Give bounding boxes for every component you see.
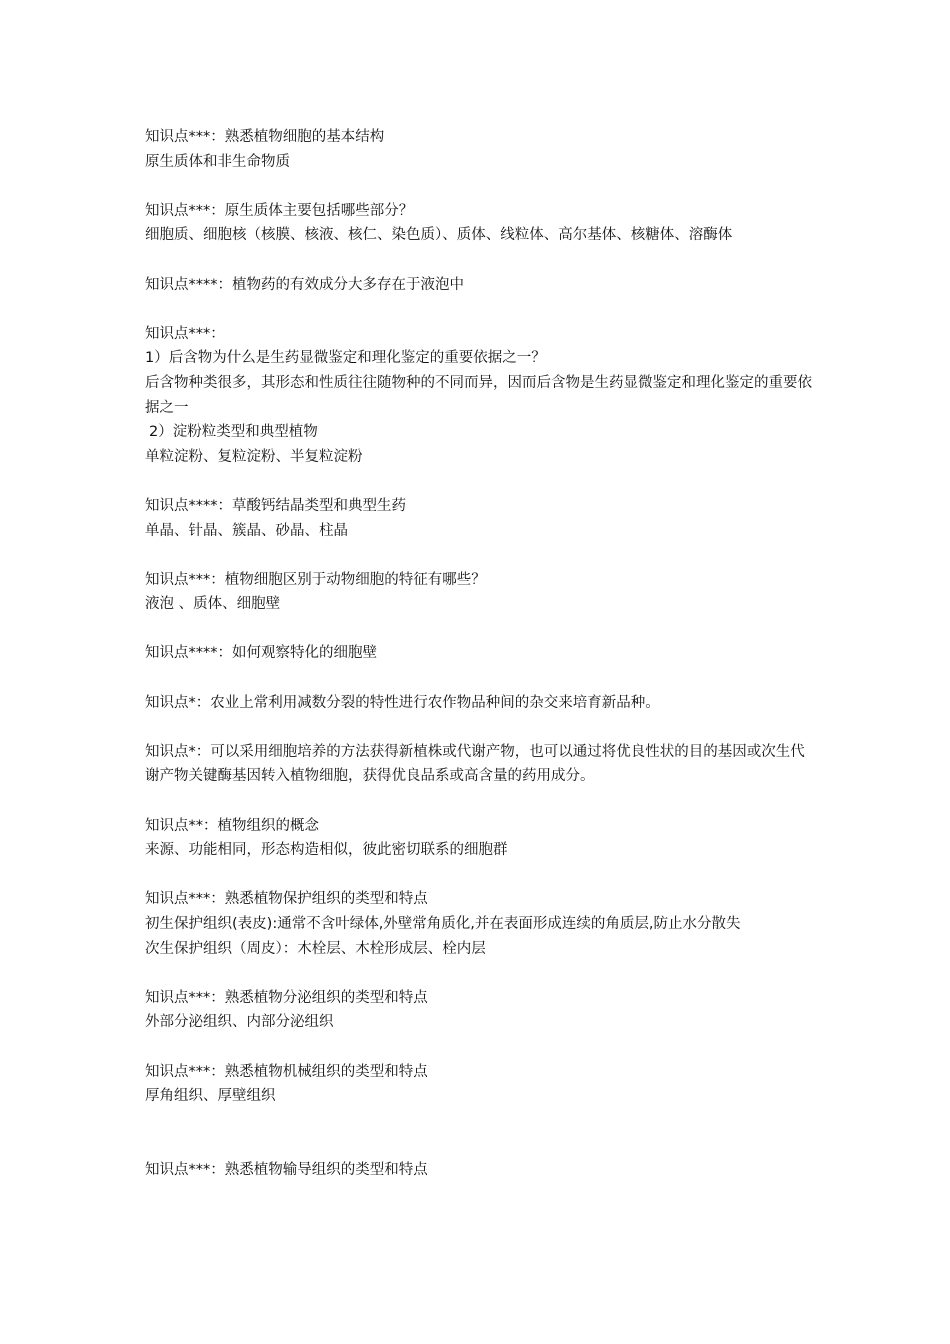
spacer <box>145 543 815 568</box>
answer-secretory-tissue: 外部分泌组织、内部分泌组织 <box>145 1014 334 1031</box>
heading-cell-culture: 知识点*：可以采用细胞培养的方法获得新植株或代谢产物，也可以通过将优良性状的目的基因或次生代谢产物关键酶基因转入植物细胞，获得优良品系或高含量的药用成分。 <box>145 743 805 785</box>
heading-ergastic: 知识点***： <box>145 325 225 342</box>
heading-cell-structure: 知识点***：熟悉植物细胞的基本结构 <box>145 129 385 145</box>
answer-cell-structure: 原生质体和非生命物质 <box>145 153 290 170</box>
question-starch: 2）淀粉粒类型和典型植物 <box>149 424 318 441</box>
answer-crystal: 单晶、针晶、簇晶、砂晶、柱晶 <box>145 522 348 539</box>
spacer <box>145 297 815 322</box>
spacer <box>145 1035 815 1060</box>
heading-cell-wall: 知识点****：如何观察特化的细胞壁 <box>145 645 377 662</box>
heading-plant-vs-animal: 知识点***：植物细胞区别于动物细胞的特征有哪些？ <box>145 571 486 588</box>
answer-tissue-concept: 来源、功能相同，形态构造相似，彼此密切联系的细胞群 <box>145 842 508 859</box>
heading-protoplast: 知识点***：原生质体主要包括哪些部分？ <box>145 202 414 219</box>
answer-plant-vs-animal: 液泡 、质体、细胞壁 <box>145 596 281 613</box>
spacer <box>145 961 815 986</box>
spacer <box>145 248 815 273</box>
heading-meiosis: 知识点*：农业上常利用减数分裂的特性进行农作物品种间的杂交来培育新品种。 <box>145 694 660 711</box>
answer-secondary-protective: 次生保护组织（周皮）：木栓层、木栓形成层、栓内层 <box>145 940 486 957</box>
spacer <box>145 469 815 494</box>
spacer <box>145 666 815 691</box>
spacer <box>145 1109 815 1158</box>
heading-vacuole: 知识点****：植物药的有效成分大多存在于液泡中 <box>145 276 464 293</box>
question-ergastic: 1）后含物为什么是生药显微鉴定和理化鉴定的重要依据之一？ <box>145 350 546 367</box>
heading-tissue-concept: 知识点**：植物组织的概念 <box>145 817 319 834</box>
spacer <box>145 715 815 740</box>
heading-crystal: 知识点****：草酸钙结晶类型和典型生药 <box>145 497 406 514</box>
answer-primary-protective: 初生保护组织(表皮):通常不含叶绿体,外壁常角质化,并在表面形成连续的角质层,防止水分散失 <box>145 916 741 932</box>
answer-mechanical-tissue: 厚角组织、厚壁组织 <box>145 1088 276 1105</box>
spacer <box>145 789 815 814</box>
heading-secretory-tissue: 知识点***：熟悉植物分泌组织的类型和特点 <box>145 989 428 1006</box>
heading-mechanical-tissue: 知识点***：熟悉植物机械组织的类型和特点 <box>145 1063 428 1080</box>
document-body <box>145 125 815 1182</box>
heading-conducting-tissue: 知识点***：熟悉植物输导组织的类型和特点 <box>145 1161 428 1178</box>
answer-protoplast: 细胞质、细胞核（核膜、核液、核仁、染色质）、质体、线粒体、高尔基体、核糖体、溶酶体 <box>145 227 733 244</box>
spacer <box>145 617 815 642</box>
answer-ergastic: 后含物种类很多，其形态和性质往往随物种的不同而异，因而后含物是生药显微鉴定和理化鉴定的重要依据之一 <box>145 374 812 416</box>
spacer <box>145 174 815 199</box>
answer-starch: 单粒淀粉、复粒淀粉、半复粒淀粉 <box>145 448 363 465</box>
spacer <box>145 863 815 888</box>
heading-protective-tissue: 知识点***：熟悉植物保护组织的类型和特点 <box>145 891 428 908</box>
